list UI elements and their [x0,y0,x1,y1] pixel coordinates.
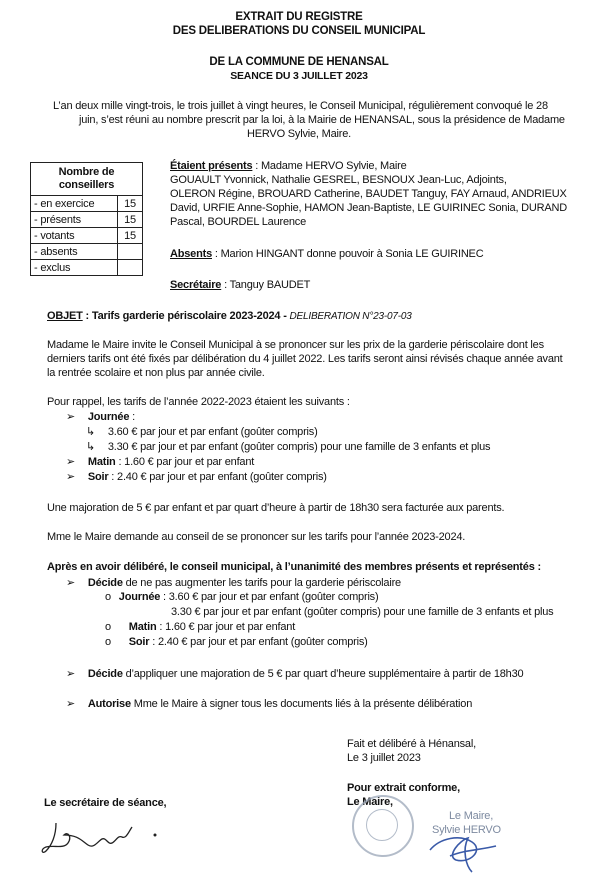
decision-decide-1 [66,576,401,589]
count-label: - votants [31,228,118,244]
header-line-2: DES DELIBERATIONS DU CONSEIL MUNICIPAL [172,25,426,37]
presents-line-2: GOUAULT Yvonnick, Nathalie GESREL, BESNOUX Jean-Luc, Adjoints, [170,174,507,186]
rappel-journee-1 [86,425,318,438]
count-value: 15 [118,196,143,212]
hook-arrow-icon: ↳ [86,441,96,453]
arrow-icon: ➢ [66,456,76,468]
objet-line [47,310,412,322]
demande-line: Mme le Maire demande au conseil de se prononcer sur les tarifs pour l’année 2023-2024. [47,531,466,543]
majoration-line: Une majoration de 5 € par enfant et par quart d’heure à partir de 18h30 sera facturée aux parents. [47,502,505,514]
presents-line-5: Pascal, BOURDEL Laurence [170,216,307,228]
decision-matin-label: Matin [128,621,157,633]
bullet-circle-icon: o [105,591,111,603]
stamp-inner-ring [366,809,398,841]
decision-matin [105,621,295,633]
decision-soir-label: Soir [128,636,150,648]
decision-intro: Après en avoir délibéré, le conseil municipal, à l’unanimité des membres présents et représentés : [47,561,541,573]
decision-decide-2 [66,667,523,680]
presents-line-3: OLERON Régine, BROUARD Catherine, BAUDET Tanguy, FAY Arnaud, ANDRIEUX [170,188,567,200]
count-value [118,260,143,276]
header-line-3: DE LA COMMUNE DE HENANSAL [209,56,389,68]
secretaire-label: Secrétaire [170,279,222,291]
table-row [31,244,143,260]
rappel-journee-1-text: 3.60 € par jour et par enfant (goûter compris) [107,426,318,438]
rappel-soir-label: Soir [87,471,109,483]
para1-line-1: Madame le Maire invite le Conseil Municipal à se prononcer sur les prix de la garderie périscolaire dont les [47,339,544,351]
bullet-circle-icon: o [105,621,111,633]
table-row [31,196,143,212]
decision-autorise [66,697,472,710]
rappel-matin-label: Matin [87,456,116,468]
presents-text: : Madame HERVO Sylvie, Maire [252,160,407,172]
bullet-circle-icon: o [105,636,111,648]
secretary-signature [38,815,168,865]
arrow-icon: ➢ [66,668,76,680]
rappel-journee-label: Journée [87,411,130,423]
arrow-icon: ➢ [66,471,76,483]
absents-label: Absents [170,248,212,260]
header-line-1: EXTRAIT DU REGISTRE [235,11,363,23]
arrow-icon: ➢ [66,577,76,589]
objet-label: OBJET [47,310,83,322]
count-label: - présents [31,212,118,228]
counts-table-header-row [31,163,143,196]
decide2-label: Décide [87,668,123,680]
decision-journee-1-text: : 3.60 € par jour et par enfant (goûter compris) [160,591,379,603]
decide2-text: d’appliquer une majoration de 5 € par quart d’heure supplémentaire à partir de 18h30 [122,668,524,680]
secretaire-text: : Tanguy BAUDET [221,279,311,291]
decision-matin-text: : 1.60 € par jour et par enfant [156,621,296,633]
table-row [31,260,143,276]
rappel-journee-2 [86,440,490,453]
rappel-intro: Pour rappel, les tarifs de l’année 2022-2023 étaient les suivants : [47,396,350,408]
rappel-matin [66,455,254,468]
presents-line-4: David, URFIE Anne-Sophie, HAMON Jean-Baptiste, LE GUIRINEC Sonia, DURAND [170,202,568,214]
closing-date: Le 3 juillet 2023 [347,752,421,764]
counts-header-line-2: conseillers [58,179,115,191]
decision-soir [105,636,368,648]
decision-journee-2: 3.30 € par jour et par enfant (goûter compris) pour une famille de 3 enfants et plus [171,606,554,618]
rappel-journee-colon: : [129,411,135,423]
count-label: - absents [31,244,118,260]
table-row [31,212,143,228]
rappel-journee [66,410,135,423]
decide1-text: de ne pas augmenter les tarifs pour la garderie périscolaire [122,577,401,589]
decision-soir-text: : 2.40 € par jour et par enfant (goûter compris) [149,636,368,648]
counts-header-line-1: Nombre de [58,166,115,178]
table-row [31,228,143,244]
counts-table-header [31,163,143,196]
para1-line-2: derniers tarifs ont été fixés par délibération du 4 juillet 2022. Les tarifs seront ainsi révisés chaque année avant [47,353,563,365]
count-value: 15 [118,228,143,244]
decide1-label: Décide [87,577,123,589]
hook-arrow-icon: ↳ [86,426,96,438]
count-label: - exclus [31,260,118,276]
para1-line-3: la rentrée scolaire et non plus par année civile. [47,367,265,379]
objet-ref: DELIBERATION N°23-07-03 [289,311,412,322]
absents-line [170,248,483,260]
presents-line-1 [170,160,407,172]
count-value: 15 [118,212,143,228]
stamp-maire-text: Le Maire, [449,810,494,822]
intro-line-1: L’an deux mille vingt-trois, le trois juillet à vingt heures, le Conseil Municipal, régulièrement convoqué le 28 [53,100,548,112]
rappel-soir-text: : 2.40 € par jour et par enfant (goûter compris) [108,471,327,483]
intro-line-2: juin, s’est réuni au nombre prescrit par la loi, à la Mairie de HENANSAL, sous la présidence de Madame [79,114,565,126]
rappel-soir [66,470,327,483]
closing-maire: Le Maire, [347,796,393,808]
closing-extrait: Pour extrait conforme, [347,782,460,794]
mayor-signature [410,820,510,876]
presents-label: Étaient présents [170,160,253,172]
header-line-4: SEANCE DU 3 JUILLET 2023 [230,70,368,82]
absents-text: : Marion HINGANT donne pouvoir à Sonia LE GUIRINEC [212,248,484,260]
decision-journee-1 [105,591,378,603]
stamp-name-text: Sylvie HERVO [432,824,501,836]
autorise-label: Autorise [87,698,131,710]
closing-fait: Fait et délibéré à Hénansal, [347,738,476,750]
rappel-journee-2-text: 3.30 € par jour et par enfant (goûter compris) pour une famille de 3 enfants et plus [107,441,491,453]
count-value [118,244,143,260]
decision-journee-label: Journée [118,591,161,603]
count-label: - en exercice [31,196,118,212]
closing-secretaire-label: Le secrétaire de séance, [44,797,167,809]
counts-table [30,162,143,276]
autorise-text: Mme le Maire à signer tous les documents liés à la présente délibération [130,698,473,710]
rappel-matin-text: : 1.60 € par jour et par enfant [115,456,255,468]
intro-line-3: HERVO Sylvie, Maire. [247,128,351,140]
objet-title: : Tarifs garderie périscolaire 2023-2024 - [82,310,290,322]
mairie-stamp [352,795,414,857]
arrow-icon: ➢ [66,411,76,423]
arrow-icon: ➢ [66,698,76,710]
secretaire-line [170,279,310,291]
